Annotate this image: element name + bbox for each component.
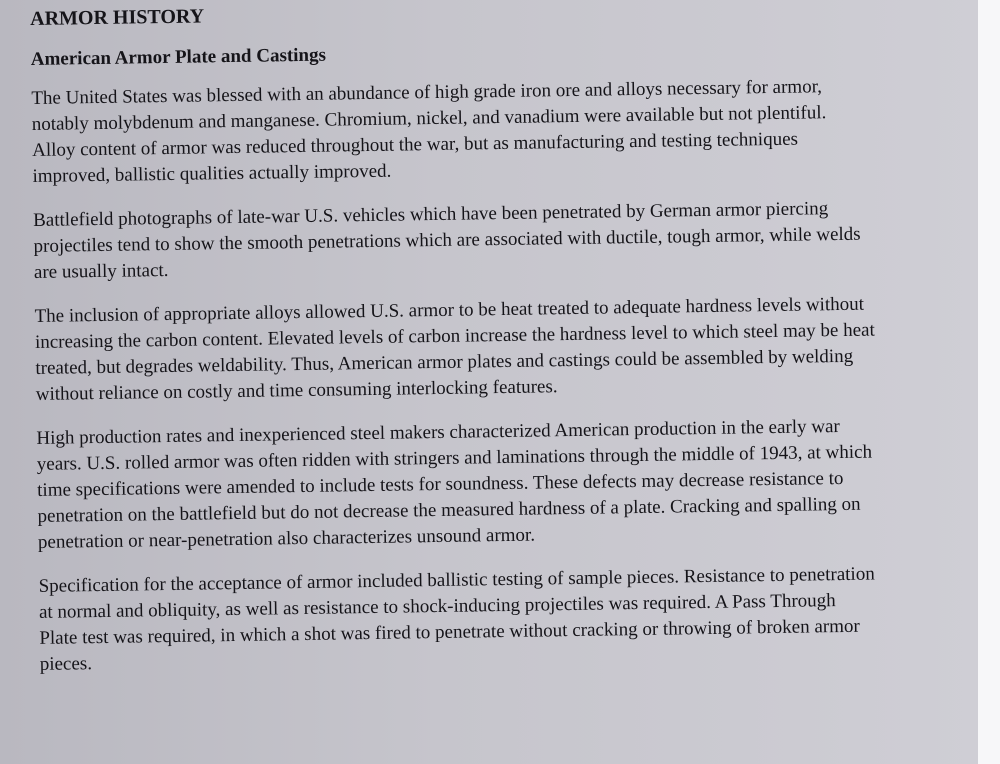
- document-subtitle: American Armor Plate and Castings: [30, 44, 327, 70]
- paragraph-line: Plate test was required, in which a shot was fired to penetrate without cracking or throwing of broken armor: [39, 615, 860, 649]
- paragraph-line: The inclusion of appropriate alloys allowed U.S. armor to be heat treated to adequate hardness levels without: [34, 293, 865, 327]
- page-edge: [978, 0, 1000, 764]
- paragraph-line: are usually intact.: [33, 259, 169, 283]
- paragraph-line: treated, but degrades weldability. Thus, American armor plates and castings could be assembled by welding: [35, 345, 854, 379]
- paragraph-line: increasing the carbon content. Elevated levels of carbon increase the hardness level to which steel may be heat: [34, 319, 875, 353]
- paragraph-line: Alloy content of armor was reduced throughout the war, but as manufacturing and testing techniques: [31, 128, 799, 161]
- paragraph-5: [38, 560, 974, 678]
- paragraph-1: [31, 72, 967, 190]
- paragraph-2: [33, 194, 969, 286]
- paragraph-line: notably molybdenum and manganese. Chromium, nickel, and vanadium were available but not plentiful.: [31, 102, 827, 135]
- document-body: [30, 0, 975, 696]
- paragraph-3: [34, 290, 970, 408]
- paragraph-line: Specification for the acceptance of armor included ballistic testing of sample pieces. Resistance to penetration: [38, 563, 875, 597]
- paragraph-line: without reliance on costly and time consuming interlocking features.: [35, 376, 558, 405]
- paragraph-line: penetration or near-penetration also characterizes unsound armor.: [37, 524, 536, 553]
- document-title: ARMOR HISTORY: [30, 5, 205, 30]
- paragraph-line: at normal and obliquity, as well as resistance to shock-inducing projectiles was required. A Pass Through: [38, 590, 836, 623]
- paragraph-line: projectiles tend to show the smooth penetrations which are associated with ductile, tough armor, while welds: [33, 223, 861, 257]
- paragraph-line: Battlefield photographs of late-war U.S. vehicles which have been penetrated by German armor piercing: [33, 198, 829, 231]
- paragraph-line: time specifications were amended to include tests for soundness. These defects may decrease resistance to: [37, 467, 844, 501]
- paragraph-line: penetration on the battlefield but do not decrease the measured hardness of a plate. Cracking and spalling on: [37, 493, 861, 527]
- paragraph-line: pieces.: [39, 653, 93, 675]
- paragraph-4: [36, 412, 973, 556]
- paragraph-line: improved, ballistic qualities actually improved.: [32, 160, 392, 187]
- paragraph-line: The United States was blessed with an abundance of high grade iron ore and alloys necessary for armor,: [31, 76, 823, 109]
- paragraph-line: High production rates and inexperienced steel makers characterized American production in the early war: [36, 416, 840, 449]
- paragraph-line: years. U.S. rolled armor was often ridden with stringers and laminations through the middle of 1943, at which: [36, 441, 873, 475]
